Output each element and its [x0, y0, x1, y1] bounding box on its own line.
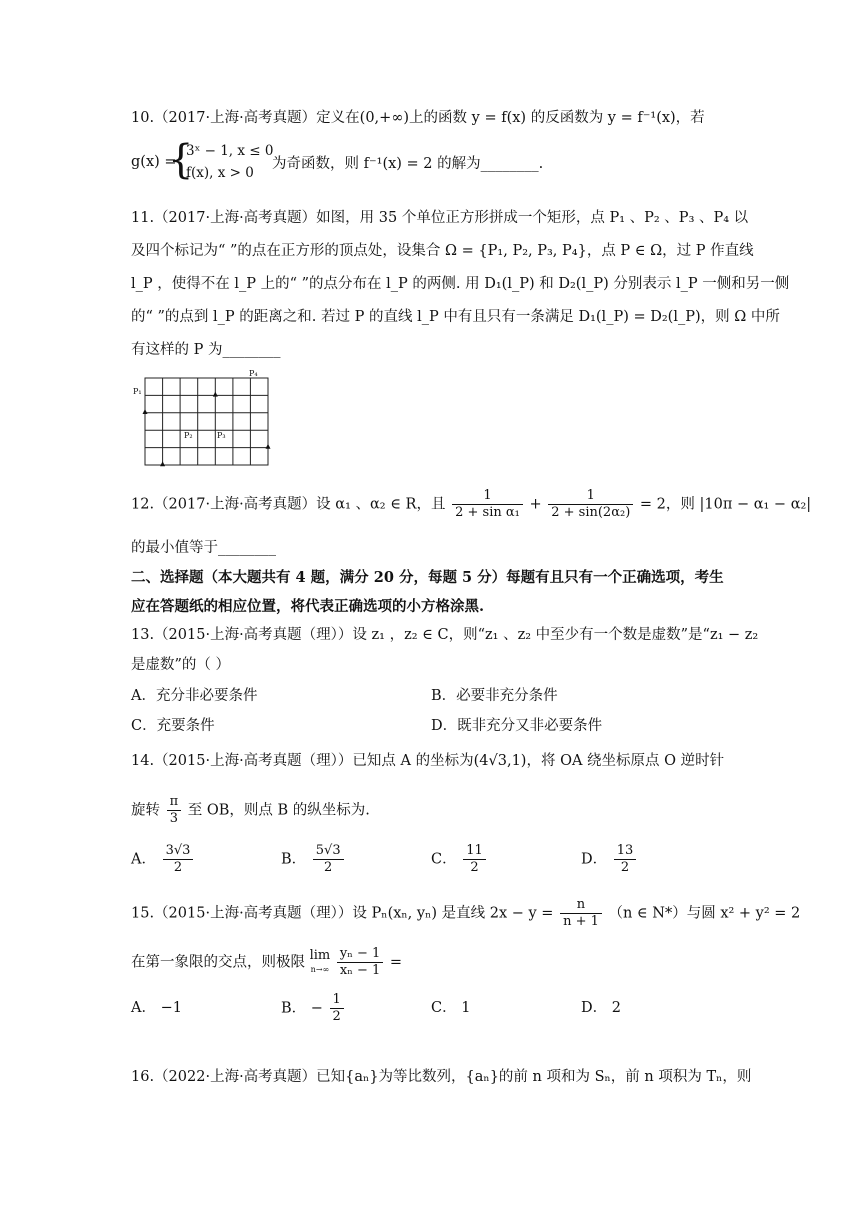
- q11-line4: 的“ ”的点到 l_P 的距离之和. 若过 P 的直线 l_P 中有且只有一条满足 D₁(l_P) = D₂(l_P)，则 Ω 中所: [131, 309, 780, 325]
- q11-line1: 11.（2017·上海·高考真题）如图，用 35 个单位正方形拼成一个矩形，点 P₁ 、P₂ 、P₃ 、P₄ 以: [131, 210, 749, 226]
- q15-lim-num: yₙ − 1: [337, 946, 383, 963]
- q12-frac1: [452, 488, 523, 521]
- q14-option-c-label: C．: [431, 851, 457, 868]
- q14-option-c[interactable]: [431, 843, 488, 876]
- section2-line2: 应在答题纸的相应位置，将代表正确选项的小方格涂黑.: [131, 598, 485, 615]
- q10-brace: {: [168, 137, 194, 183]
- q15-line1-pre: 15.（2015·上海·高考真题（理））设 Pₙ(xₙ, yₙ) 是直线 2x − y =: [131, 905, 554, 922]
- q13-option-a[interactable]: A．充分非必要条件: [131, 688, 258, 704]
- q15-lim-frac: [337, 946, 383, 979]
- q14-line2-post: 至 OB，则点 B 的纵坐标为.: [187, 802, 370, 819]
- q14-line1: 14.（2015·上海·高考真题（理））已知点 A 的坐标为(4√3,1)，将 OA 绕坐标原点 O 逆时针: [131, 753, 725, 769]
- q15-option-b[interactable]: [281, 992, 346, 1025]
- q15-option-d-label: D．: [581, 1000, 608, 1016]
- q15-line-den: n + 1: [563, 914, 599, 929]
- q10-line2-tail: 为奇函数，则 f⁻¹(x) = 2 的解为________.: [272, 156, 544, 172]
- marker-triangle: [213, 392, 218, 397]
- marked-points: [143, 392, 271, 467]
- q13-option-c[interactable]: C．充要条件: [131, 718, 215, 734]
- q14-rot-den: 3: [169, 811, 179, 826]
- q14-line2: [131, 794, 370, 827]
- q15-lim: [310, 949, 331, 977]
- q11-grid-figure: [131, 368, 276, 472]
- q14-option-d-label: D．: [581, 851, 608, 868]
- q14-option-c-num: 11: [463, 843, 486, 860]
- q12-suffix: = 2，则 |10π − α₁ − α₂|: [639, 496, 812, 513]
- q15-lim-text: lim: [309, 947, 331, 963]
- q14-option-a[interactable]: [131, 843, 195, 876]
- q13-line2: 是虚数”的（ ）: [131, 657, 231, 673]
- section2-line1: 二、选择题（本大题共有 4 题，满分 20 分，每题 5 分）每题有且只有一个正确选项，考生: [131, 569, 724, 586]
- q15-option-a-label: A．: [131, 1000, 156, 1016]
- q16-line1: 16.（2022·上海·高考真题）已知{aₙ}为等比数列，{aₙ}的前 n 项和为 Sₙ，前 n 项积为 Tₙ，则: [131, 1069, 752, 1085]
- q15-line2-pre: 在第一象限的交点，则极限: [131, 954, 305, 971]
- q15-line1: [131, 897, 800, 930]
- q14-option-c-frac: [463, 843, 486, 876]
- label-p3: P₃: [217, 431, 226, 440]
- q14-option-a-frac: [163, 843, 194, 876]
- q15-option-b-den: 2: [332, 1009, 341, 1024]
- q15-option-b-frac: [330, 992, 344, 1025]
- label-p2: P₂: [184, 431, 193, 440]
- q15-option-c-value: 1: [461, 1000, 471, 1016]
- q15-line1-post: （n ∈ N*）与圆 x² + y² = 2: [608, 905, 801, 922]
- marker-triangle: [266, 444, 271, 449]
- q11-line3: l_P ，使得不在 l_P 上的“ ”的点分布在 l_P 的两侧. 用 D₁(l_P) 和 D₂(l_P) 分别表示 l_P 一侧和另一侧: [131, 276, 790, 292]
- q14-option-b-den: 2: [324, 860, 333, 875]
- q14-option-d-frac: [614, 843, 637, 876]
- q10-case2: f(x), x > 0: [186, 165, 254, 181]
- q12-frac2-den: 2 + sin(2α₂): [551, 505, 631, 520]
- q15-option-d[interactable]: [581, 998, 621, 1018]
- q12-line2: 的最小值等于________: [131, 540, 276, 556]
- q14-option-b-label: B．: [281, 851, 307, 868]
- q12-plus: +: [529, 496, 542, 513]
- q14-option-a-label: A．: [131, 851, 156, 868]
- q15-option-b-label: B．: [281, 1000, 307, 1017]
- q10-line1: 10.（2017·上海·高考真题）定义在(0,+∞)上的函数 y = f(x) 的反函数为 y = f⁻¹(x)，若: [131, 110, 705, 126]
- q15-lim-den: xₙ − 1: [339, 963, 381, 978]
- q11-line2: 及四个标记为“ ”的点在正方形的顶点处，设集合 Ω = {P₁, P₂, P₃, P₄}，点 P ∈ Ω，过 P 作直线: [131, 243, 754, 259]
- q14-rotation-frac: [167, 794, 182, 827]
- q15-option-c-label: C．: [431, 1000, 457, 1016]
- q13-line1: 13.（2015·上海·高考真题（理））设 z₁ ，z₂ ∈ C，则“z₁ 、z₂ 中至少有一个数是虚数”是“z₁ − z₂: [131, 627, 759, 643]
- q14-option-d-num: 13: [614, 843, 637, 860]
- marker-triangle: [160, 461, 165, 466]
- q13-option-b[interactable]: B．必要非充分条件: [431, 688, 558, 704]
- q12-line1: [131, 488, 811, 521]
- q14-option-d-den: 2: [620, 860, 630, 875]
- q13-option-d[interactable]: D．既非充分又非必要条件: [431, 718, 603, 734]
- q15-line2-post: =: [389, 954, 403, 971]
- q15-option-a[interactable]: [131, 998, 182, 1018]
- q12-prefix: 12.（2017·上海·高考真题）设 α₁ 、α₂ ∈ R，且: [131, 496, 446, 513]
- q11-line5: 有这样的 P 为________: [131, 342, 281, 358]
- q14-option-a-num: 3√3: [163, 843, 194, 860]
- label-p1: P₁: [133, 387, 142, 396]
- q14-rot-num: π: [167, 794, 182, 811]
- q10-case1: 3ˣ − 1, x ≤ 0: [186, 143, 274, 159]
- q15-line-num: n: [560, 897, 602, 914]
- q12-frac1-num: 1: [452, 488, 523, 505]
- q15-option-c[interactable]: [431, 998, 470, 1018]
- q15-line-frac: [560, 897, 602, 930]
- grid-lines: [145, 378, 268, 465]
- q15-line2: [131, 946, 402, 979]
- q14-option-b-num: 5√3: [313, 843, 344, 860]
- q14-option-c-den: 2: [470, 860, 479, 875]
- q14-option-d[interactable]: [581, 843, 638, 876]
- marker-triangle: [143, 409, 148, 414]
- label-p4: P₄: [249, 369, 258, 378]
- q15-option-d-value: 2: [611, 1000, 621, 1016]
- q12-frac1-den: 2 + sin α₁: [455, 505, 520, 520]
- q12-frac2: [548, 488, 633, 521]
- q15-option-b-num: 1: [330, 992, 344, 1009]
- q10-g-label: g(x) =: [131, 154, 177, 170]
- q14-option-b[interactable]: [281, 843, 346, 876]
- q14-line2-pre: 旋转: [131, 802, 160, 819]
- q15-lim-sub: n→∞: [310, 964, 330, 974]
- q15-option-b-value: −: [310, 1000, 323, 1017]
- q14-option-b-frac: [313, 843, 344, 876]
- q14-option-a-den: 2: [173, 860, 183, 875]
- q12-frac2-num: 1: [548, 488, 633, 505]
- q15-option-a-value: −1: [160, 1000, 182, 1016]
